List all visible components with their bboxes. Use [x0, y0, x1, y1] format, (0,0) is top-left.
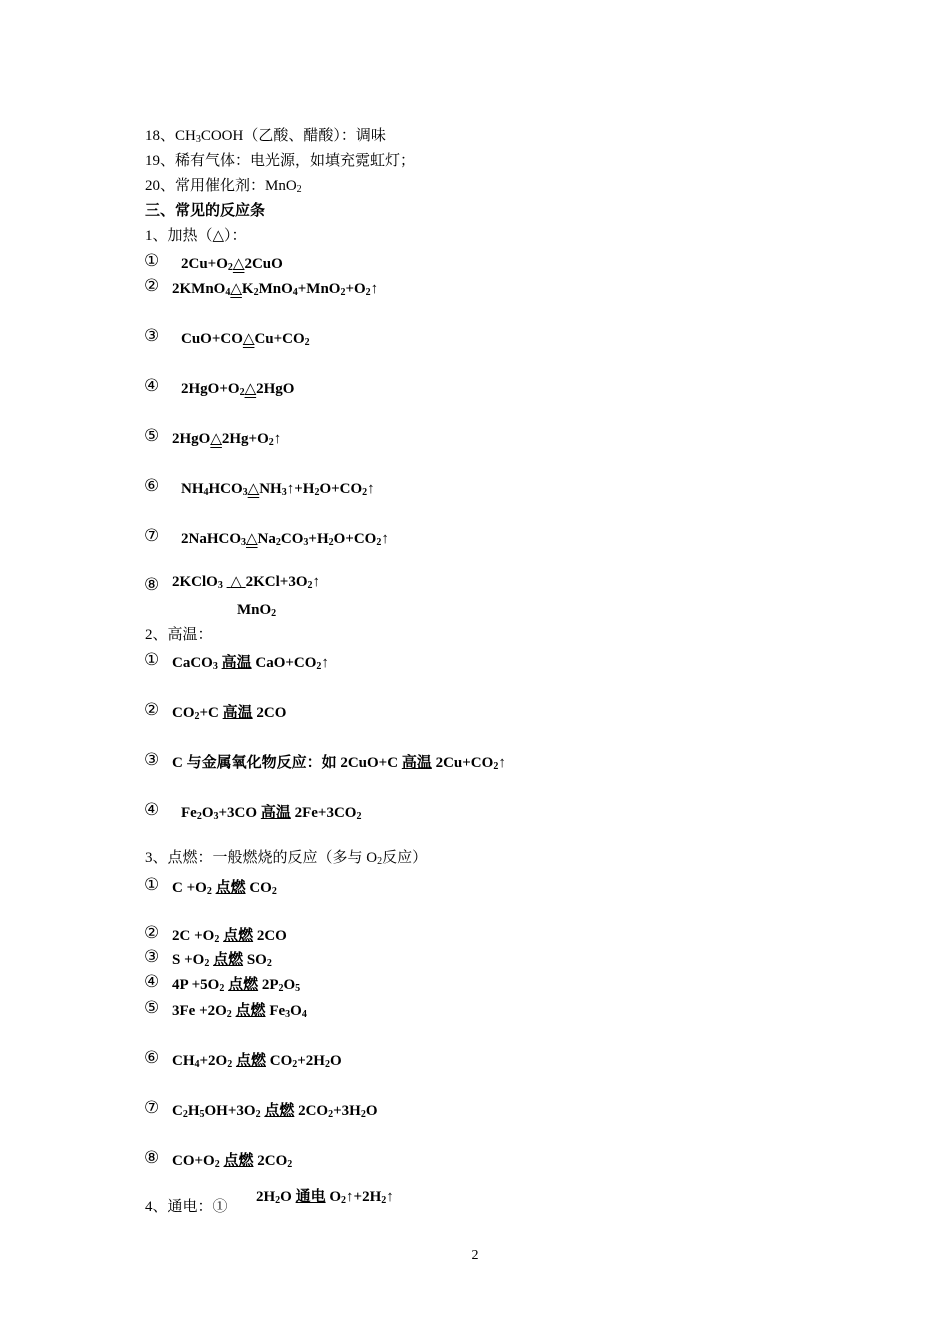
marker-8: ⑧	[144, 575, 160, 594]
high-eq-1: CaCO$_3$ 高温 $CaO+CO_2↑$	[172, 655, 329, 672]
ignite-eq-2: $2C +O_2$ 点燃 2CO	[172, 928, 287, 945]
line-18: 18、$CH_3COOH$（乙酸、醋酸）：调味	[145, 128, 386, 145]
high-section-title: 2、高温：	[145, 627, 213, 643]
marker-5: ⑤	[144, 426, 160, 445]
marker-high-4: ④	[144, 800, 160, 819]
ignite-eq-3: $S +O_2$ 点燃 $SO_2$	[172, 952, 272, 969]
marker-3: ③	[144, 326, 160, 345]
marker-high-1: ①	[144, 650, 160, 669]
ignite-eq-6: $CH_4+2O_2$ 点燃 $CO_2+2H_2O$	[172, 1053, 342, 1070]
elec-section-title: 4、通电：①	[145, 1199, 228, 1215]
marker-6: ⑥	[144, 476, 160, 495]
section-3-heading: 三、常见的反应条	[145, 203, 266, 219]
marker-ign-4: ④	[144, 972, 160, 991]
page-number: 2	[471, 1248, 479, 1263]
high-eq-4: $Fe_2O_3+3CO$ 高温 $2Fe+3CO_2$	[181, 805, 362, 822]
heat-eq-2: $2KMnO_4\triangle K_2MnO_4+MnO_2+O_2↑$	[172, 281, 379, 298]
ignite-eq-7: $C_2H_5OH+3O_2$ 点燃 $2CO_2+3H_2O$	[172, 1103, 378, 1120]
heat-eq-8-catalyst: MnO$_2$	[237, 602, 277, 619]
ignite-section-title: 3、点燃：一般燃烧的反应（多与 $O_2$反应）	[145, 850, 428, 867]
ignite-eq-4: $4P +5O_2$ 点燃 $2P_2O_5$	[172, 977, 301, 994]
heat-eq-3: $CuO+CO\triangle Cu+CO_2$	[181, 331, 310, 348]
ignite-eq-5: $3Fe +2O_2$ 点燃 $Fe_3O_4$	[172, 1003, 307, 1020]
marker-4: ④	[144, 376, 160, 395]
marker-high-2: ②	[144, 700, 160, 719]
line-19: 19、稀有气体：电光源，如填充霓虹灯；	[145, 153, 416, 169]
high-eq-3: C 与金属氧化物反应：如 2CuO+C 高温 $2Cu+CO_2↑$	[172, 755, 506, 772]
ignite-eq-8: $CO+O_2$ 点燃 $2CO_2$	[172, 1153, 293, 1170]
ignite-eq-1: $C +O_2$ 点燃 $CO_2$	[172, 880, 277, 897]
heat-eq-1: $2Cu+O_2\triangle 2CuO$	[181, 256, 283, 273]
marker-ign-2: ②	[144, 923, 160, 942]
heat-section-title: 1、加热（△）：	[145, 228, 247, 244]
marker-high-3: ③	[144, 750, 160, 769]
marker-1: ①	[144, 251, 160, 270]
marker-ign-8: ⑧	[144, 1148, 160, 1167]
marker-ign-5: ⑤	[144, 998, 160, 1017]
heat-eq-5: $2HgO\triangle 2Hg+O_2↑$	[172, 431, 282, 448]
marker-2: ②	[144, 276, 160, 295]
elec-eq-1: $2H_2O$ 通电 $O_2↑+2H_2↑$	[256, 1189, 394, 1206]
high-eq-2: $CO_2+C$ 高温 2CO	[172, 705, 287, 722]
marker-ign-6: ⑥	[144, 1048, 160, 1067]
line-20: 20、常用催化剂：MnO$_2$	[145, 178, 302, 195]
heat-eq-8: 2KClO$_3$ △ $2KCl+3O_2↑$	[172, 574, 321, 591]
marker-ign-1: ①	[144, 875, 160, 894]
heat-eq-4: $2HgO+O_2\triangle 2HgO$	[181, 381, 295, 398]
heat-eq-7: $2NaHCO_3\triangle Na_2CO_3+H_2O+CO_2↑$	[181, 531, 389, 548]
marker-ign-7: ⑦	[144, 1098, 160, 1117]
marker-7: ⑦	[144, 526, 160, 545]
heat-eq-6: $NH_4HCO_3\triangle NH_3↑+H_2O+CO_2↑$	[181, 481, 375, 498]
marker-ign-3: ③	[144, 947, 160, 966]
